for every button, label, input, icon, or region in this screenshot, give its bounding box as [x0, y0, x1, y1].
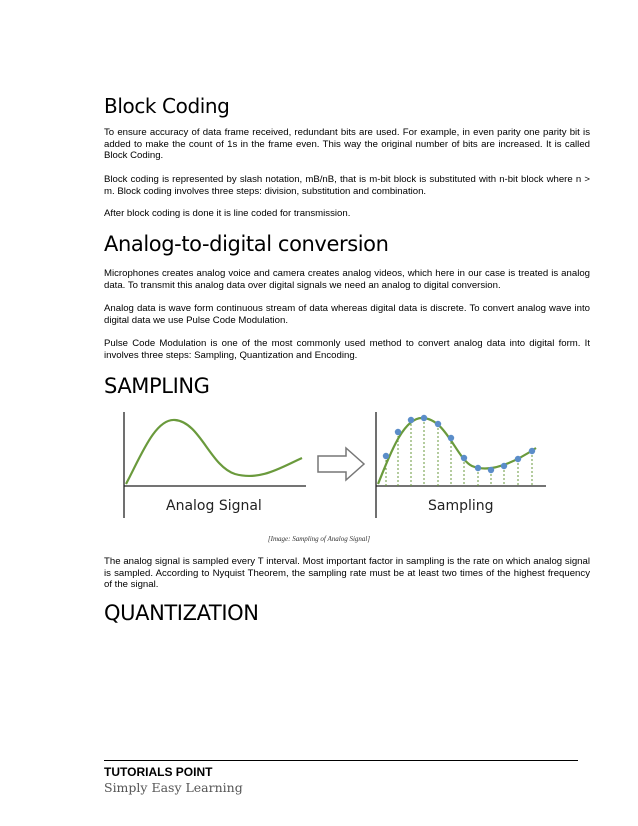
sampling-panel	[376, 412, 546, 518]
sample-point	[515, 456, 521, 462]
sample-point	[488, 467, 494, 473]
sample-point	[475, 465, 481, 471]
sample-point	[461, 455, 467, 461]
sampled-curve	[378, 418, 536, 484]
sample-point	[448, 435, 454, 441]
sampling-label: Sampling	[428, 498, 494, 514]
right-arrow-icon	[318, 448, 364, 480]
paragraph: Pulse Code Modulation is one of the most commonly used method to convert analog data into digital form. It involves three steps: Sampling, Quantization and Encoding.	[104, 338, 590, 361]
heading-analog-to-digital: Analog-to-digital conversion	[104, 232, 389, 256]
sample-point	[383, 453, 389, 459]
analog-curve	[126, 420, 302, 484]
sample-point	[395, 429, 401, 435]
footer-subtitle: Simply Easy Learning	[104, 780, 243, 795]
analog-signal-label: Analog Signal	[166, 498, 262, 514]
heading-quantization: QUANTIZATION	[104, 601, 259, 625]
footer-divider	[104, 760, 578, 761]
sample-point	[421, 415, 427, 421]
paragraph: After block coding is done it is line coded for transmission.	[104, 208, 351, 219]
sample-points	[383, 415, 535, 486]
sample-point	[501, 463, 507, 469]
paragraph: Block coding is represented by slash notation, mB/nB, that is m-bit block is substituted with n-bit block where n > m. Block coding involves three steps: division, substitution and combination.	[104, 174, 590, 197]
paragraph: Microphones creates analog voice and camera creates analog videos, which here in our case is treated is analog data. To transmit this analog data over digital signals we need an analog to digital conversion.	[104, 268, 590, 291]
footer-title: TUTORIALS POINT	[104, 765, 213, 779]
heading-sampling: SAMPLING	[104, 374, 210, 398]
paragraph: Analog data is wave form continuous stream of data whereas digital data is discrete. To convert analog wave into digital data we use Pulse Code Modulation.	[104, 303, 590, 326]
paragraph: The analog signal is sampled every T interval. Most important factor in sampling is the rate on which analog signal is sampled. According to Nyquist Theorem, the sampling rate must be at least two times of the highest frequency of the signal.	[104, 556, 590, 591]
sample-point	[408, 417, 414, 423]
sample-point	[529, 448, 535, 454]
paragraph: To ensure accuracy of data frame received, redundant bits are used. For example, in even parity one parity bit is added to make the count of 1s in the frame even. This way the original number of bits are increased. It is called Block Coding.	[104, 127, 590, 162]
heading-block-coding: Block Coding	[104, 94, 230, 118]
analog-signal-panel	[124, 412, 306, 518]
figure-caption: [Image: Sampling of Analog Signal]	[267, 535, 371, 543]
sampling-figure	[110, 408, 550, 528]
sample-point	[435, 421, 441, 427]
